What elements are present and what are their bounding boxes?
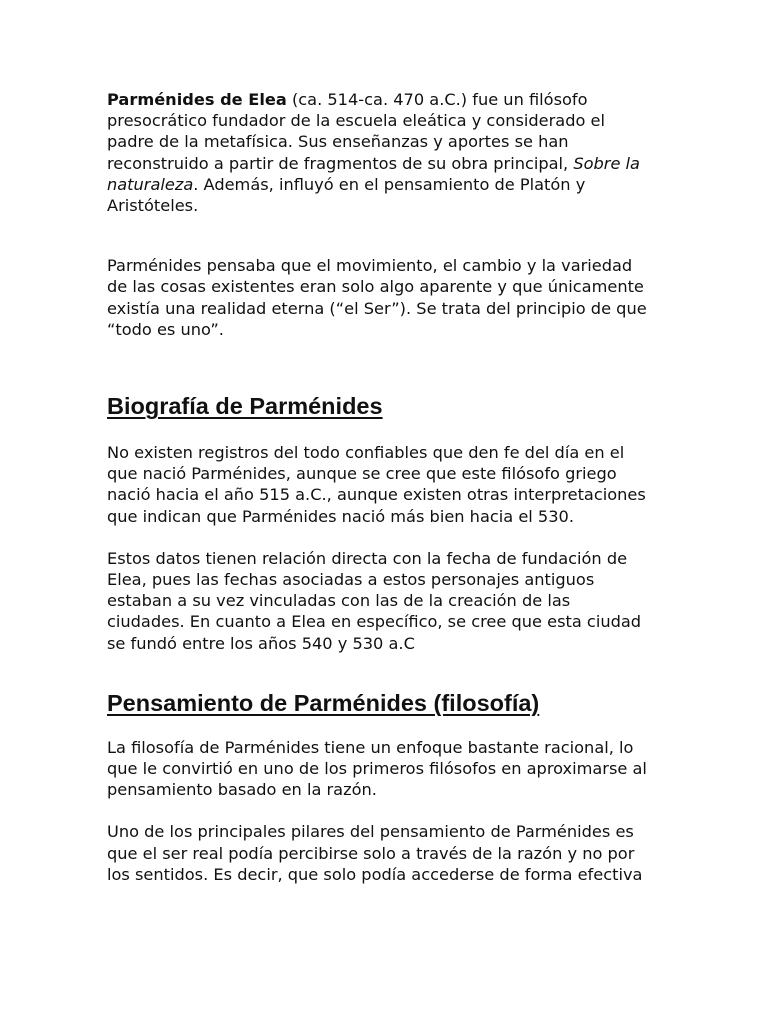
document-page [107,89,647,885]
summary-paragraph: Parménides pensaba que el movimiento, el cambio y la variedad de las cosas existentes eran solo algo aparente y que únicamente existía una realidad eterna (“el Ser”). Se trata del principio de que “todo es uno”. [107,256,647,339]
thought-paragraph-2: Uno de los principales pilares del pensamiento de Parménides es que el ser real podía percibirse solo a través de la razón y no por los sentidos. Es decir, que solo podía accederse de forma efectiva [107,822,643,884]
thought-paragraph-1: La filosofía de Parménides tiene un enfoque bastante racional, lo que le convirtió en uno de los primeros filósofos en aproximarse al pensamiento basado en la razón. [107,737,647,800]
biography-heading: Biografía de Parménides [107,393,383,420]
thought-heading: Pensamiento de Parménides (filosofía) [107,689,540,716]
biography-paragraph-1: No existen registros del todo confiables que den fe del día en el que nació Parménides, aunque se cree que este filósofo griego nació hacia el año 515 a.C., aunque existen otras interpretaciones que indican que Parménides nació más bien hacia el 530. [107,443,646,526]
biography-paragraph-2: Estos datos tienen relación directa con la fecha de fundación de Elea, pues las fechas asociadas a estos personajes antiguos estaban a su vez vinculadas con las de la creación de las ciudades. En cuanto a Elea en específico, se cree que esta ciudad se fundó entre los años 540 y 530 a.C [107,548,642,653]
intro-paragraph [107,89,647,216]
philosopher-name: Parménides de Elea [107,90,287,109]
intro-text-before-title: (ca. 514-ca. 470 a.C.) fue un filósofo presocrático fundador de la escuela eleática y considerado el padre de la metafísica. Sus enseñanzas y aportes se han reconstruido a partir de fragmentos de su obra principal, [107,90,606,173]
intro-text-after-title: . Además, influyó en el pensamiento de Platón y Aristóteles. [107,174,586,216]
work-title: Sobre la naturaleza [107,153,640,194]
